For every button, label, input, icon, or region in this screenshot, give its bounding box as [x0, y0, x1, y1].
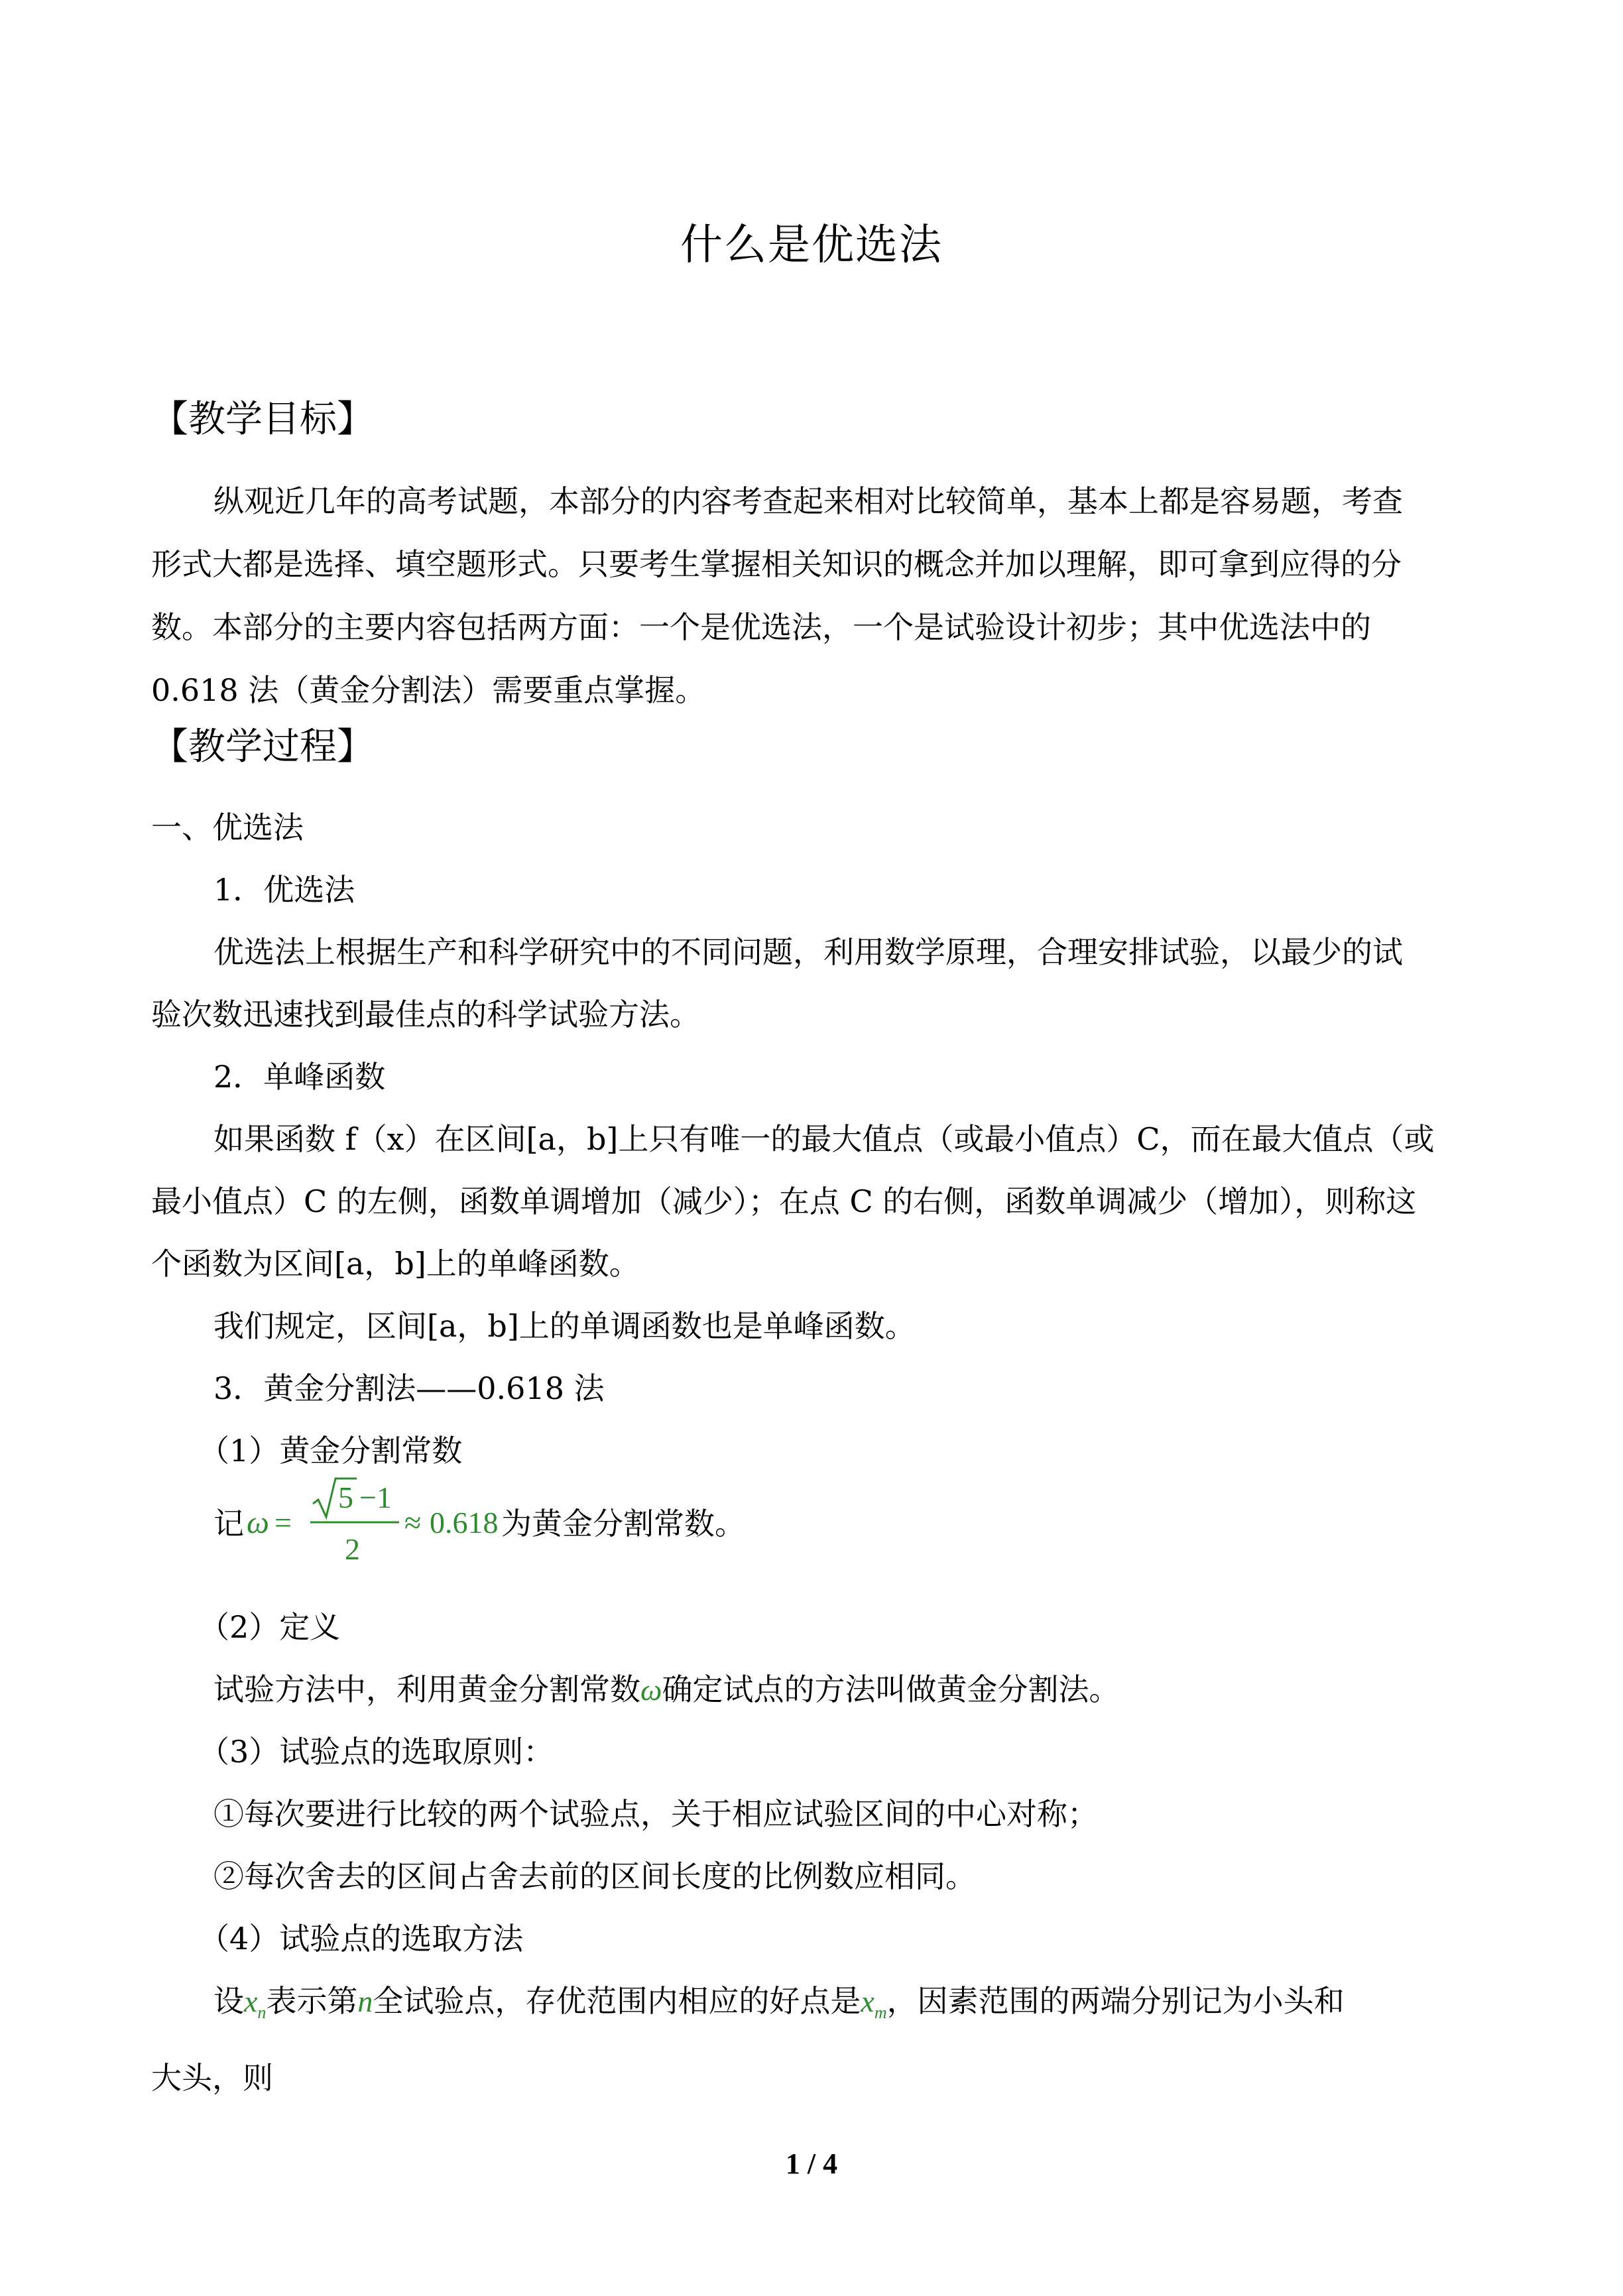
item1-line-2: 验次数迅速找到最佳点的科学试验方法。: [151, 997, 700, 1032]
sub2-text-b: 确定试点的方法叫做黄金分割法。: [662, 1671, 1120, 1707]
item2-line-2: 最小值点）C 的左侧，函数单调增加（减少）；在点 C 的右侧，函数单调减少（增加），则称这: [151, 1183, 1417, 1219]
rule-2: ②每次舍去的区间占舍去前的区间长度的比例数应相同。: [213, 1858, 976, 1894]
item2-rule: 我们规定，区间[a，b]上的单调函数也是单峰函数。: [213, 1308, 916, 1344]
part1-heading: 一、优选法: [151, 810, 304, 845]
item2-heading: 2．单峰函数: [213, 1059, 386, 1095]
rule-1: ①每次要进行比较的两个试验点，关于相应试验区间的中心对称；: [213, 1796, 1098, 1832]
equals-sign: =: [274, 1506, 292, 1540]
item2-line-3: 个函数为区间[a，b]上的单峰函数。: [151, 1246, 640, 1282]
omega-symbol: ω: [247, 1505, 269, 1540]
sub3-heading: （3）试验点的选取原则：: [199, 1734, 554, 1770]
goal-heading: 【教学目标】: [151, 398, 374, 441]
goal-line-4: 0.618 法（黄金分割法）需要重点掌握。: [151, 672, 706, 708]
approx-sign: ≈: [404, 1506, 422, 1540]
sub4-line: [213, 1977, 1345, 2023]
var-x-m: $x_m$: [861, 1984, 887, 2023]
sqrt-argument: 5: [338, 1480, 353, 1514]
goal-line-1: 纵观近几年的高考试题，本部分的内容考查起来相对比较简单，基本上都是容易题，考查: [213, 483, 1403, 519]
item3-heading: 3．黄金分割法——0.618 法: [213, 1370, 605, 1406]
sub4-heading: （4）试验点的选取方法: [199, 1921, 524, 1957]
sub4-end: 大头，则: [151, 2060, 273, 2096]
sub2-text-a: 试验方法中，利用黄金分割常数: [213, 1671, 640, 1707]
item1-heading: 1．优选法: [213, 872, 355, 908]
sub2-heading: （2）定义: [199, 1609, 341, 1645]
sub4-text-b: 表示第: [266, 1983, 358, 2019]
denominator: 2: [345, 1532, 360, 1566]
sub4-text-a: 设: [213, 1983, 244, 2019]
goal-line-2: 形式大都是选择、填空题形式。只要考生掌握相关知识的概念并加以理解，即可拿到应得的分: [151, 546, 1402, 582]
sub1-heading: （1）黄金分割常数: [199, 1433, 463, 1469]
sub2-line: [213, 1665, 1119, 1709]
var-n: n: [357, 1984, 373, 2018]
process-heading: 【教学过程】: [151, 725, 374, 768]
page-title: 什么是优选法: [680, 221, 943, 270]
item2-line-1: 如果函数 f（x）在区间[a，b]上只有唯一的最大值点（或最小值点）C，而在最大值点（或: [213, 1121, 1435, 1157]
formula-prefix: 记: [213, 1506, 244, 1541]
golden-value: 0.618: [430, 1506, 499, 1540]
sub4-text-c: 全试验点，存优范围内相应的好点是: [373, 1983, 861, 2019]
sub4-text-d: ，因素范围的两端分别记为小头和: [886, 1983, 1345, 2019]
var-x-n: $x_n$: [244, 1984, 267, 2023]
minus-one: −1: [359, 1480, 392, 1514]
formula-suffix: 为黄金分割常数。: [501, 1506, 745, 1541]
golden-ratio-formula: [245, 1469, 524, 1569]
page-number: 1 / 4: [785, 2147, 838, 2180]
omega-inline: ω: [640, 1673, 662, 1707]
item1-line-1: 优选法上根据生产和科学研究中的不同问题，利用数学原理，合理安排试验，以最少的试: [213, 934, 1403, 970]
goal-line-3: 数。本部分的主要内容包括两方面：一个是优选法，一个是试验设计初步；其中优选法中的: [151, 609, 1371, 645]
